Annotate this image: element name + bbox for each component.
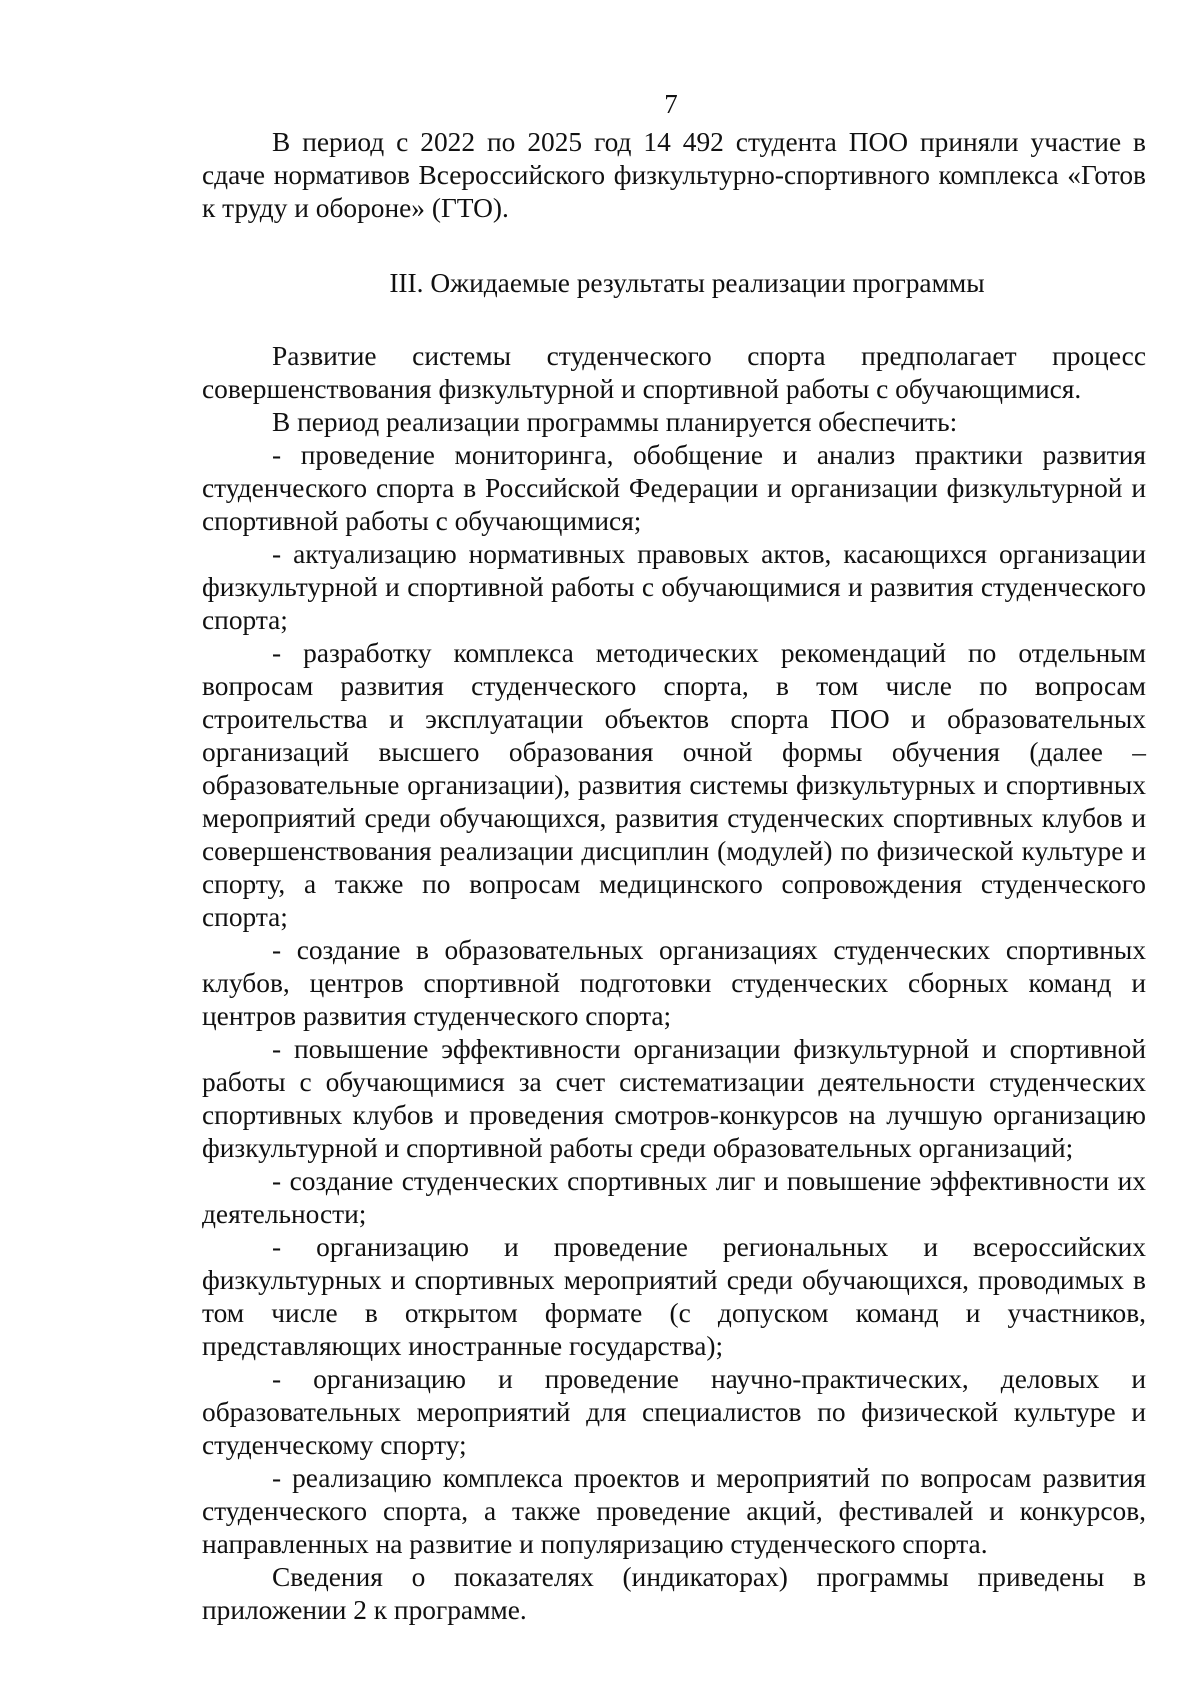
page-number: 7 bbox=[664, 89, 678, 119]
paragraph-plan-intro: В период реализации программы планируется обеспечить: bbox=[272, 407, 958, 437]
section-heading: III. Ожидаемые результаты реализации программы bbox=[389, 268, 985, 298]
spacer bbox=[202, 300, 1146, 340]
paragraph-development: Развитие системы студенческого спорта предполагает процесс совершенствования физкультурной и спортивной работы с обучающимися. bbox=[202, 341, 1146, 404]
spacer bbox=[202, 225, 1146, 267]
list-item-methodical-recommendations: - разработку комплекса методических рекомендаций по отдельным вопросам развития студенческого спорта, в том числе по вопросам строительства и эксплуатации объектов спорта ПОО и образовательных организаций высшего образования очной формы обучения (далее – образовательные организации), развития системы физкультурных и спортивных мероприятий среди обучающихся, развития студенческих спортивных клубов и совершенствования реализации дисциплин (модулей) по физической культуре и спорту, а также по вопросам медицинского сопровождения студенческого спорта; bbox=[202, 638, 1146, 932]
list-item-regulations: - актуализацию нормативных правовых актов, касающихся организации физкультурной и спортивной работы с обучающимися и развития студенческого спорта; bbox=[202, 539, 1146, 635]
list-item-scientific-events: - организацию и проведение научно-практических, деловых и образовательных мероприятий для специалистов по физической культуре и студенческому спорту; bbox=[202, 1364, 1146, 1460]
intro-paragraph: В период с 2022 по 2025 год 14 492 студента ПОО приняли участие в сдаче нормативов Всероссийского физкультурно-спортивного комплекса «Готов к труду и обороне» (ГТО). bbox=[202, 127, 1146, 223]
list-item-efficiency: - повышение эффективности организации физкультурной и спортивной работы с обучающимися за счет систематизации деятельности студенческих спортивных клубов и проведения смотров-конкурсов на лучшую организацию физкультурной и спортивной работы среди образовательных организаций; bbox=[202, 1034, 1146, 1163]
list-item-monitoring: - проведение мониторинга, обобщение и анализ практики развития студенческого спорта в Российской Федерации и организации физкультурной и спортивной работы с обучающимися; bbox=[202, 440, 1146, 536]
document-body bbox=[202, 126, 1146, 1627]
list-item-student-clubs: - создание в образовательных организациях студенческих спортивных клубов, центров спортивной подготовки студенческих сборных команд и центров развития студенческого спорта; bbox=[202, 935, 1146, 1031]
paragraph-indicators: Сведения о показателях (индикаторах) программы приведены в приложении 2 к программе. bbox=[202, 1562, 1146, 1625]
list-item-projects: - реализацию комплекса проектов и мероприятий по вопросам развития студенческого спорта, а также проведение акций, фестивалей и конкурсов, направленных на развитие и популяризацию студенческого спорта. bbox=[202, 1463, 1146, 1559]
list-item-sports-leagues: - создание студенческих спортивных лиг и повышение эффективности их деятельности; bbox=[202, 1166, 1146, 1229]
list-item-events: - организацию и проведение региональных и всероссийских физкультурных и спортивных мероприятий среди обучающихся, проводимых в том числе в открытом формате (с допуском команд и участников, представляющих иностранные государства); bbox=[202, 1232, 1146, 1361]
